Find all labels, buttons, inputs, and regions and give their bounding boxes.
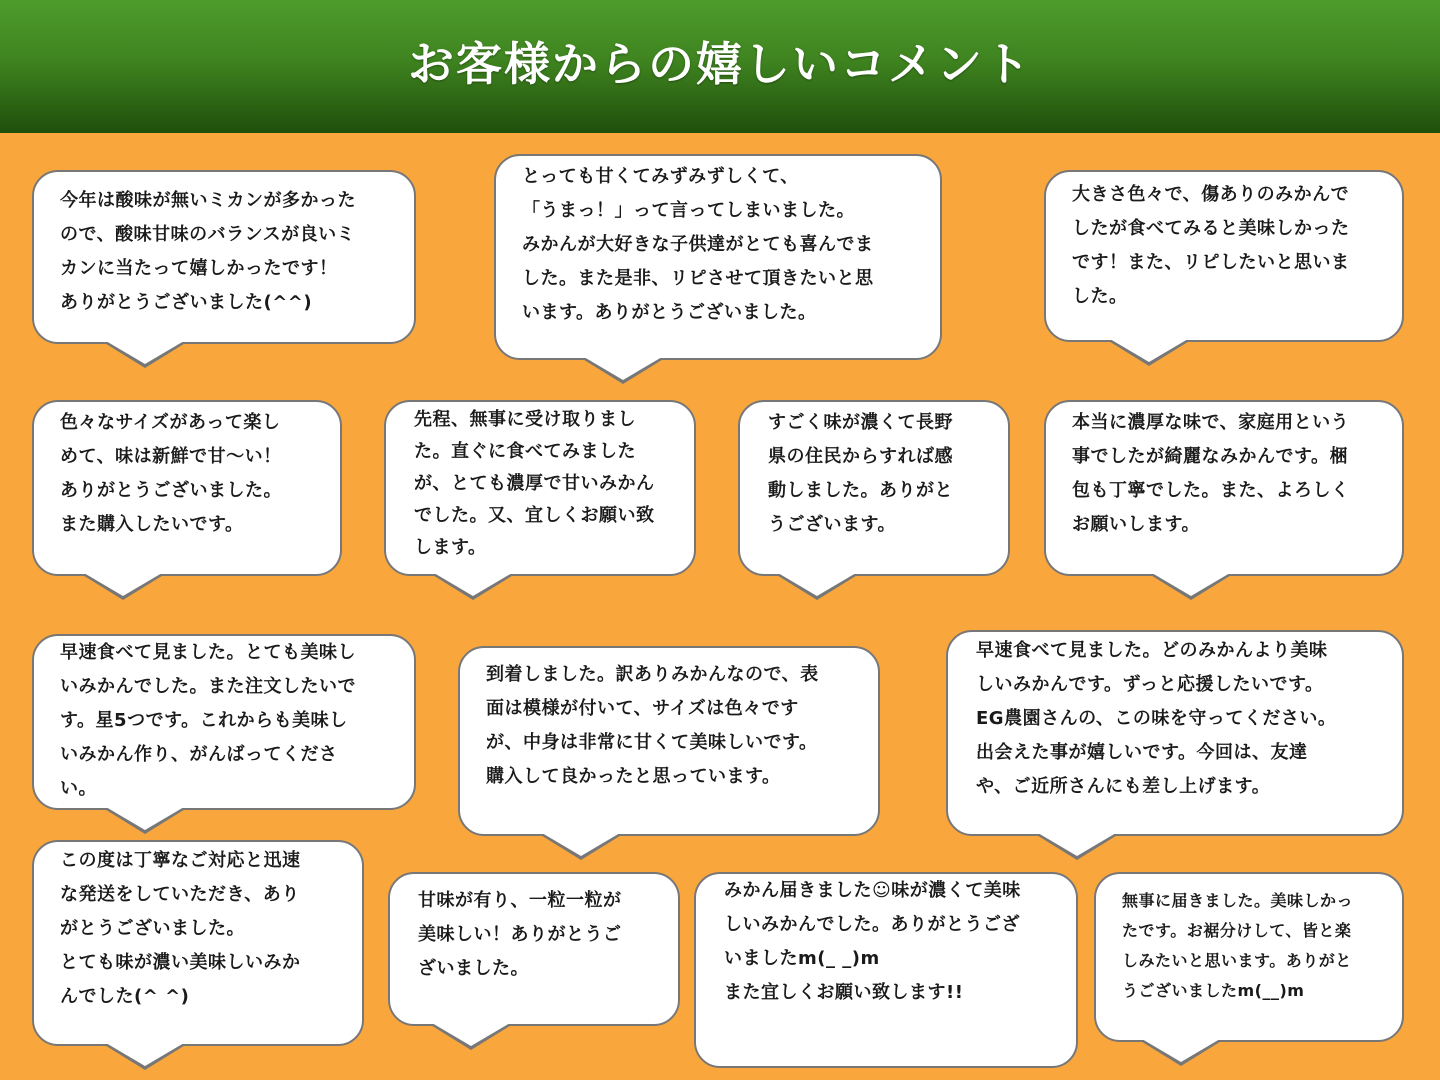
header-banner xyxy=(0,0,1440,133)
comment-bubble-13: みかん届きました☺味が濃くて美味 しいみかんでした。ありがとうござ いましたm(_ _)m また宜しくお願い致します!! xyxy=(694,872,1078,1068)
comment-bubble-8: 早速食べて見ました。とても美味し いみかんでした。また注文したいで す。星5つです。これからも美味し いみかん作り、がんばってくださ い。 xyxy=(32,634,416,810)
comment-bubble-10: 早速食べて見ました。どのみかんより美味 しいみかんです。ずっと応援したいです。 EG農園さんの、この味を守ってください。 出会えた事が嬉しいです。今回は、友達 や、ご近所さんにも差し上げます。 xyxy=(946,630,1404,836)
comment-bubble-5: 先程、無事に受け取りまし た。直ぐに食べてみました が、とても濃厚で甘いみかん でした。又、宜しくお願い致 します。 xyxy=(384,400,696,576)
page-title: お客様からの嬉しいコメント xyxy=(408,36,1032,91)
comment-bubble-12: 甘味が有り、一粒一粒が 美味しい！ありがとうご ざいました。 xyxy=(388,872,680,1026)
comment-bubble-14: 無事に届きました。美味しかっ たです。お裾分けして、皆と楽 しみたいと思います。ありがと うございましたm(__)m xyxy=(1094,872,1404,1042)
comment-bubble-9: 到着しました。訳ありみかんなので、表 面は模様が付いて、サイズは色々です が、中身は非常に甘くて美味しいです。 購入して良かったと思っています。 xyxy=(458,646,880,836)
comment-bubble-4: 色々なサイズがあって楽し めて、味は新鮮で甘〜い！ ありがとうございました。 また購入したいです。 xyxy=(32,400,342,576)
comment-bubble-1: 今年は酸味が無いミカンが多かった ので、酸味甘味のバランスが良いミ カンに当たって嬉しかったです！ ありがとうございました(^^) xyxy=(32,170,416,344)
comment-bubble-7: 本当に濃厚な味で、家庭用という 事でしたが綺麗なみかんです。梱 包も丁寧でした。また、よろしく お願いします。 xyxy=(1044,400,1404,576)
comment-bubble-3: 大きさ色々で、傷ありのみかんで したが食べてみると美味しかった です！また、リピしたいと思いま した。 xyxy=(1044,170,1404,342)
comment-bubble-2: とっても甘くてみずみずしくて、 「うまっ！」って言ってしまいました。 みかんが大好きな子供達がとても喜んでま した。また是非、リピさせて頂きたいと思 います。ありがとうございました。 xyxy=(494,154,942,360)
comment-bubble-11: この度は丁寧なご対応と迅速 な発送をしていただき、あり がとうございました。 とても味が濃い美味しいみか んでした(^ ^) xyxy=(32,840,364,1046)
comment-bubble-6: すごく味が濃くて長野 県の住民からすれば感 動しました。ありがと うございます。 xyxy=(738,400,1010,576)
